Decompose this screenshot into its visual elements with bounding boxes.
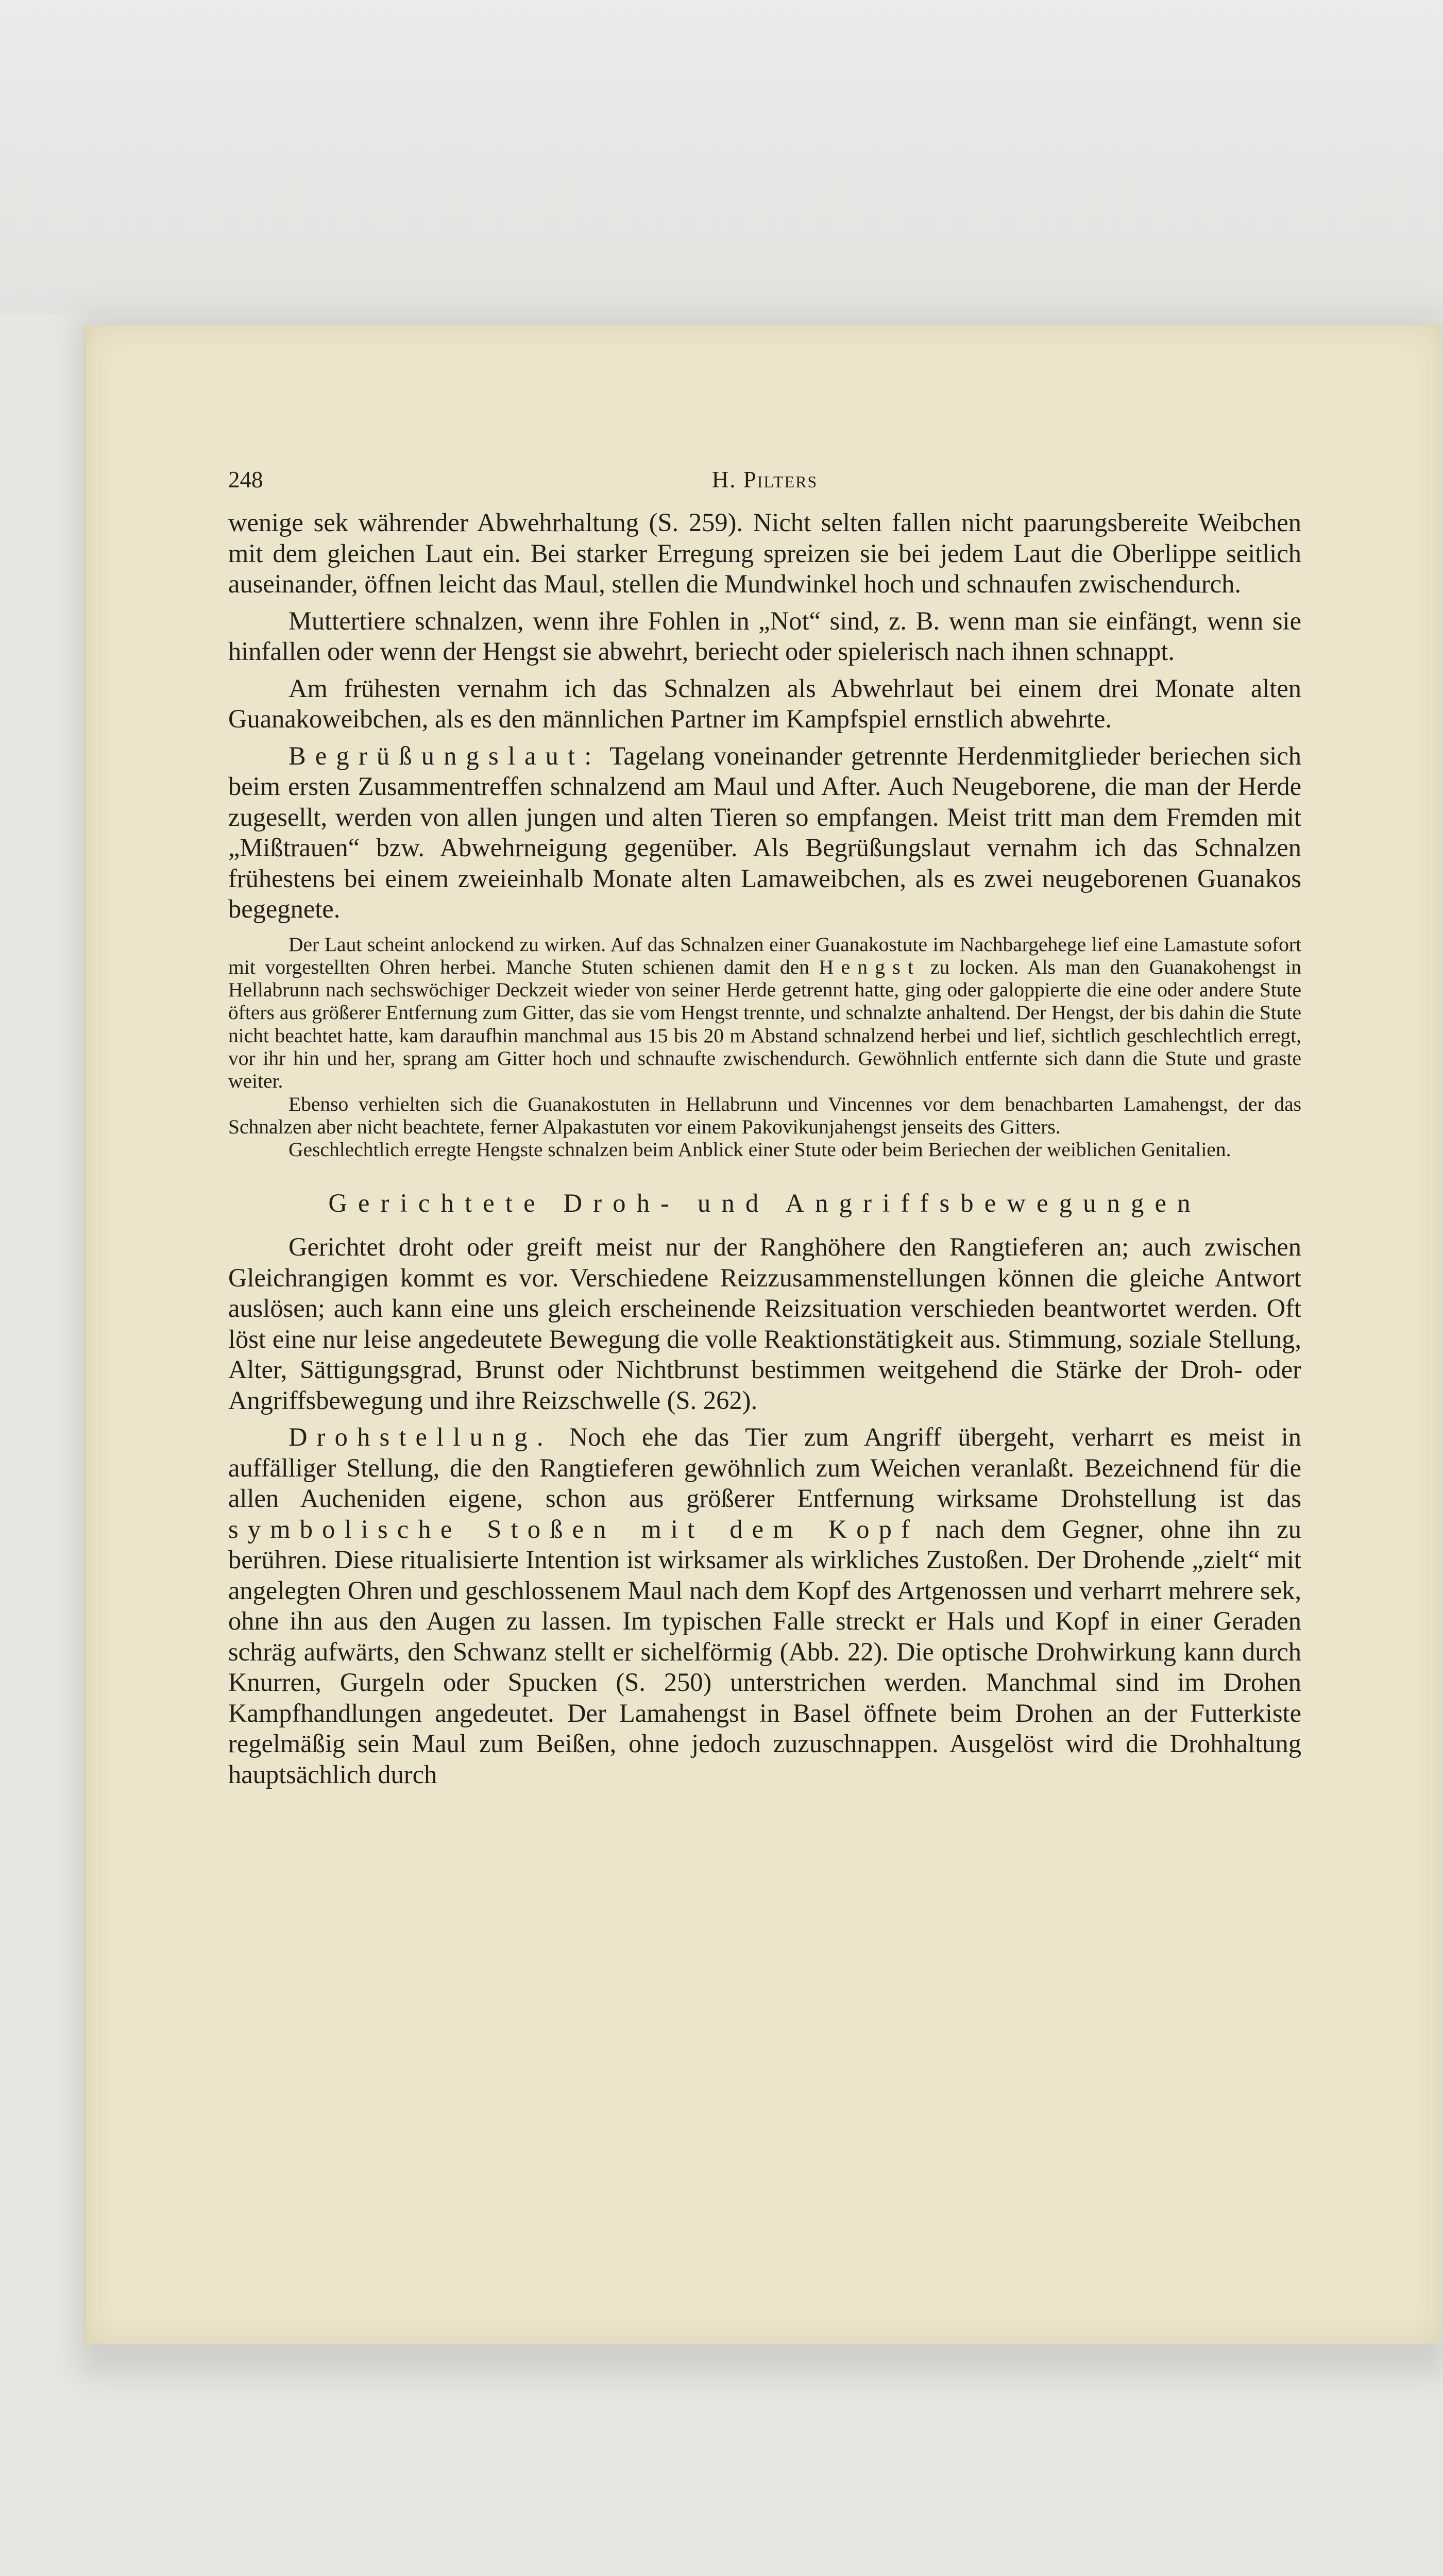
paragraph-text: Tagelang voneinander getrennte Herdenmitglieder beriechen sich beim ersten Zusammentreffen schnalzend am Maul und After. Auch Neugeborene, die man der Herde zugesellt, werden von allen jungen und alten Tieren so empfangen. Meist tritt man dem Fremden mit „Mißtrauen“ bzw. Abwehrneigung gegenüber. Als Begrüßungslaut vernahm ich das Schnalzen frühestens bei einem zweieinhalb Monate alten Lamaweibchen, als es zwei neugeborenen Guanakos begegnete. <box>228 741 1301 923</box>
text-column <box>228 466 1301 1790</box>
term-greeting-sound: Begrüßungslaut: <box>288 741 601 770</box>
small-print-paragraph <box>228 933 1301 1093</box>
spaced-phrase: symbolische Stoßen mit dem Kopf <box>228 1514 920 1544</box>
small-print-paragraph: Ebenso verhielten sich die Guanakostuten in Hellabrunn und Vincennes vor dem benachbarten Lamahengst, der das Schnalzen aber nicht beachtete, ferner Alpakastuten vor einem Pakovikunjahengst jenseits des Gitters. <box>228 1092 1301 1138</box>
small-text: zu locken. Als man den Guanakohengst in Hellabrunn nach sechswöchiger Deckzeit wieder von seiner Herde getrennt hatte, ging oder galoppierte die eine oder andere Stute öfters aus größerer Entfernung zum Gitter, das sie vom Hengst trennte, und schnalzte anhaltend. Der Hengst, der bis dahin die Stute nicht beachtet hatte, kam daraufhin manchmal aus 15 bis 20 m Abstand schnalzend herbei und lief, sichtlich geschlechtlich erregt, vor ihr hin und her, sprang am Gitter hoch und schnaufte zwischendurch. Gewöhnlich entfernte sich dann die Stute und graste weiter. <box>228 955 1302 1093</box>
small-text: Der Laut scheint anlockend zu wirken. Auf das Schnalzen einer Guanakostute im Nachbargehege lief eine Lamastute sofort mit vorgestellten Ohren herbei. Manche Stuten schienen damit den <box>228 933 1301 978</box>
paragraph-text: nach dem Gegner, ohne ihn zu berühren. Diese ritualisierte Intention ist wirksamer als wirkliches Zustoßen. Der Drohende „zielt“ mit angelegten Ohren und geschlossenem Maul nach dem Kopf des Artgenossen und verharrt mehrere sek, ohne ihn aus den Augen zu lassen. Im typischen Falle streckt er Hals und Kopf in einer Geraden schräg aufwärts, den Schwanz stellt er sichelförmig (Abb. 22). Die optische Drohwirkung kann durch Knurren, Gurgeln oder Spucken (S. 250) unterstrichen werden. Manchmal sind im Drohen Kampfhandlungen angedeutet. Der Lamahengst in Basel öffnete beim Drohen an der Futterkiste regelmäßig sein Maul zum Beißen, ohne jedoch zuzuschnappen. Ausgelöst wird die Drohhaltung hauptsächlich durch <box>228 1514 1301 1789</box>
paragraph <box>228 1422 1301 1790</box>
paragraph-text: Noch ehe das Tier zum Angriff übergeht, verharrt es meist in auffälliger Stellung, die den Rangtieferen gewöhnlich zum Weichen veranlaßt. Bezeichnend für die allen Aucheniden eigene, schon aus größerer Entfernung wirksame Drohstellung ist das <box>228 1422 1301 1513</box>
spaced-word: Hengst <box>819 955 921 978</box>
paragraph: wenige sek währender Abwehrhaltung (S. 259). Nicht selten fallen nicht paarungsbereite Weibchen mit dem gleichen Laut ein. Bei starker Erregung spreizen sie bei jedem Laut die Oberlippe seitlich auseinander, öffnen leicht das Maul, stellen die Mundwinkel hoch und schnaufen zwischendurch. <box>228 508 1301 598</box>
paragraph <box>228 741 1301 925</box>
paragraph: Gerichtet droht oder greift meist nur der Ranghöhere den Rangtieferen an; auch zwischen Gleichrangigen kommt es vor. Verschiedene Reizzusammenstellungen können die gleiche Antwort auslösen; auch kann eine uns gleich erscheinende Reizsituation verschieden beantwortet werden. Oft löst eine nur leise angedeutete Bewegung die volle Reaktionstätigkeit aus. Stimmung, soziale Stellung, Alter, Sättigungsgrad, Brunst oder Nichtbrunst bestimmen weitgehend die Stärke der Droh- oder Angriffsbewegung und ihre Reizschwelle (S. 262). <box>228 1232 1301 1415</box>
running-head: H. Pilters <box>711 467 818 493</box>
page-number: 248 <box>228 467 263 493</box>
page-header <box>228 466 1301 507</box>
paragraph: Am frühesten vernahm ich das Schnalzen als Abwehrlaut bei einem drei Monate alten Guanakoweibchen, als es den männlichen Partner im Kampfspiel ernstlich abwehrte. <box>228 673 1301 733</box>
term-threat-posture: Drohstellung. <box>288 1422 553 1452</box>
scanner-background <box>0 0 1443 314</box>
section-heading: Gerichtete Droh- und Angriffsbewegungen <box>328 1189 1201 1218</box>
paragraph: Muttertiere schnalzen, wenn ihre Fohlen in „Not“ sind, z. B. wenn man sie einfängt, wenn sie hinfallen oder wenn der Hengst sie abwehrt, beriecht oder spielerisch nach ihnen schnappt. <box>228 606 1301 666</box>
small-print-paragraph: Geschlechtlich erregte Hengste schnalzen beim Anblick einer Stute oder beim Beriechen der weiblichen Genitalien. <box>288 1138 1231 1161</box>
